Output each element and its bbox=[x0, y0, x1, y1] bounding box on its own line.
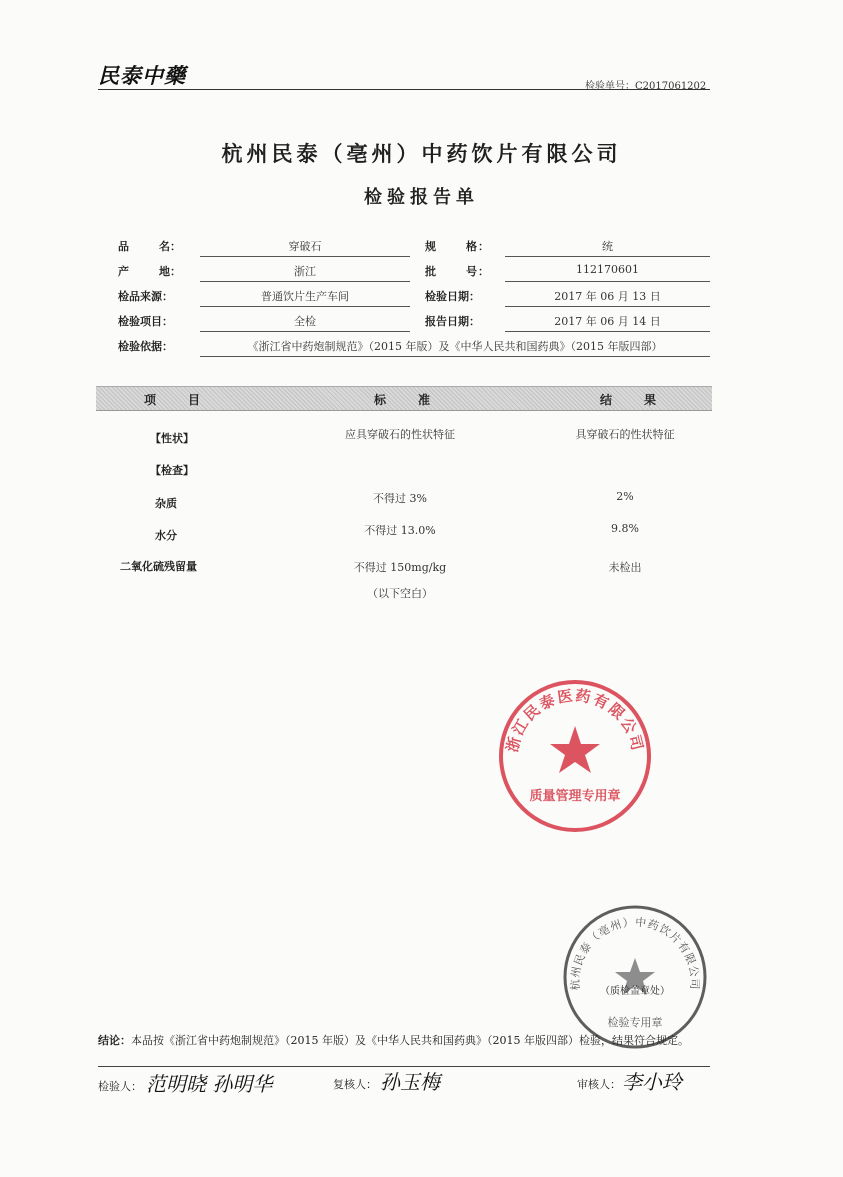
underline bbox=[200, 331, 410, 332]
approver-label: 审核人： bbox=[577, 1078, 621, 1091]
origin-label: 产 地 bbox=[118, 265, 170, 278]
black-stamp-bottom-text: 检验专用章 bbox=[607, 1016, 663, 1029]
column-item: 项 目 bbox=[144, 393, 211, 407]
report-date-value: 2017 年 06 月 14 日 bbox=[554, 315, 661, 328]
table-row-standard: 不得过 150mg/kg bbox=[353, 561, 447, 574]
table-row-item: 杂质 bbox=[155, 497, 177, 510]
blank-note: （以下空白） bbox=[367, 587, 433, 600]
reviewer-label: 复核人： bbox=[333, 1078, 377, 1091]
underline bbox=[505, 306, 710, 307]
report-number: 检验单号：C2017061202 bbox=[585, 81, 707, 92]
company-name: 杭州民泰（亳州）中药饮片有限公司 bbox=[221, 141, 622, 166]
basis-value: 《浙江省中药炮制规范》（2015 年版）及《中华人民共和国药典》（2015 年版四部） bbox=[247, 340, 663, 353]
underline bbox=[505, 256, 710, 257]
table-row-item: 水分 bbox=[155, 529, 177, 542]
table-row-standard: 应具穿破石的性状特征 bbox=[345, 428, 455, 441]
table-row-item: 二氧化硫残留量 bbox=[120, 560, 197, 573]
table-row-item: 【性状】 bbox=[150, 432, 194, 445]
source-label: 检品来源： bbox=[118, 290, 173, 303]
table-row-standard: 不得过 3% bbox=[373, 492, 427, 505]
inspector-label: 检验人： bbox=[98, 1080, 142, 1093]
table-row-result: 2% bbox=[616, 490, 634, 503]
spec-label: 规 格 bbox=[425, 240, 477, 253]
reviewer-signature: 孙玉梅 bbox=[380, 1070, 440, 1094]
item-label: 检验项目： bbox=[118, 315, 173, 328]
basis-label: 检验依据： bbox=[118, 340, 173, 353]
underline bbox=[200, 281, 410, 282]
underline bbox=[200, 356, 710, 357]
table-row-standard: 不得过 13.0% bbox=[364, 524, 436, 537]
header-divider bbox=[98, 89, 710, 90]
batch-value: 112170601 bbox=[576, 263, 639, 276]
inspection-seal-stamp bbox=[560, 902, 710, 1052]
batch-label: 批 号 bbox=[425, 265, 477, 278]
inspector-signature: 范明晓 孙明华 bbox=[146, 1072, 273, 1096]
column-standard: 标 准 bbox=[374, 393, 441, 407]
black-stamp-center-text: （质检盖章处） bbox=[600, 986, 670, 997]
table-row-item: 【检查】 bbox=[150, 464, 194, 477]
document-title: 检验报告单 bbox=[364, 187, 479, 208]
underline bbox=[200, 256, 410, 257]
underline bbox=[505, 331, 710, 332]
column-result: 结 果 bbox=[600, 393, 667, 407]
product-name-label: 品 名 bbox=[118, 240, 170, 253]
spec-value: 统 bbox=[602, 240, 613, 253]
table-header bbox=[96, 386, 712, 411]
underline bbox=[505, 281, 710, 282]
table-row-result: 未检出 bbox=[608, 561, 642, 574]
inspect-date-value: 2017 年 06 月 13 日 bbox=[554, 290, 661, 303]
approver-signature: 李小玲 bbox=[622, 1070, 682, 1094]
conclusion: 结论：本品按《浙江省中药炮制规范》（2015 年版）及《中华人民共和国药典》（2015 年版四部）检验，结果符合规定。 bbox=[98, 1034, 689, 1047]
table-row-result: 9.8% bbox=[611, 522, 639, 535]
product-name-value: 穿破石 bbox=[288, 240, 322, 253]
table-row-result: 具穿破石的性状特征 bbox=[575, 428, 675, 441]
source-value: 普通饮片生产车间 bbox=[261, 290, 349, 303]
black-stamp-top-text: 杭州民泰（亳州）中药饮片有限公司 bbox=[568, 915, 702, 991]
red-stamp-bottom-text: 质量管理专用章 bbox=[529, 789, 621, 804]
item-value: 全检 bbox=[294, 315, 316, 328]
red-stamp-top-text: 浙江民泰医药有限公司 bbox=[503, 686, 647, 754]
underline bbox=[200, 306, 410, 307]
origin-value: 浙江 bbox=[294, 265, 316, 278]
quality-seal-stamp bbox=[495, 676, 655, 836]
report-date-label: 报告日期： bbox=[425, 315, 480, 328]
company-logo: 民泰中藥 bbox=[98, 63, 186, 88]
inspect-date-label: 检验日期： bbox=[425, 290, 480, 303]
